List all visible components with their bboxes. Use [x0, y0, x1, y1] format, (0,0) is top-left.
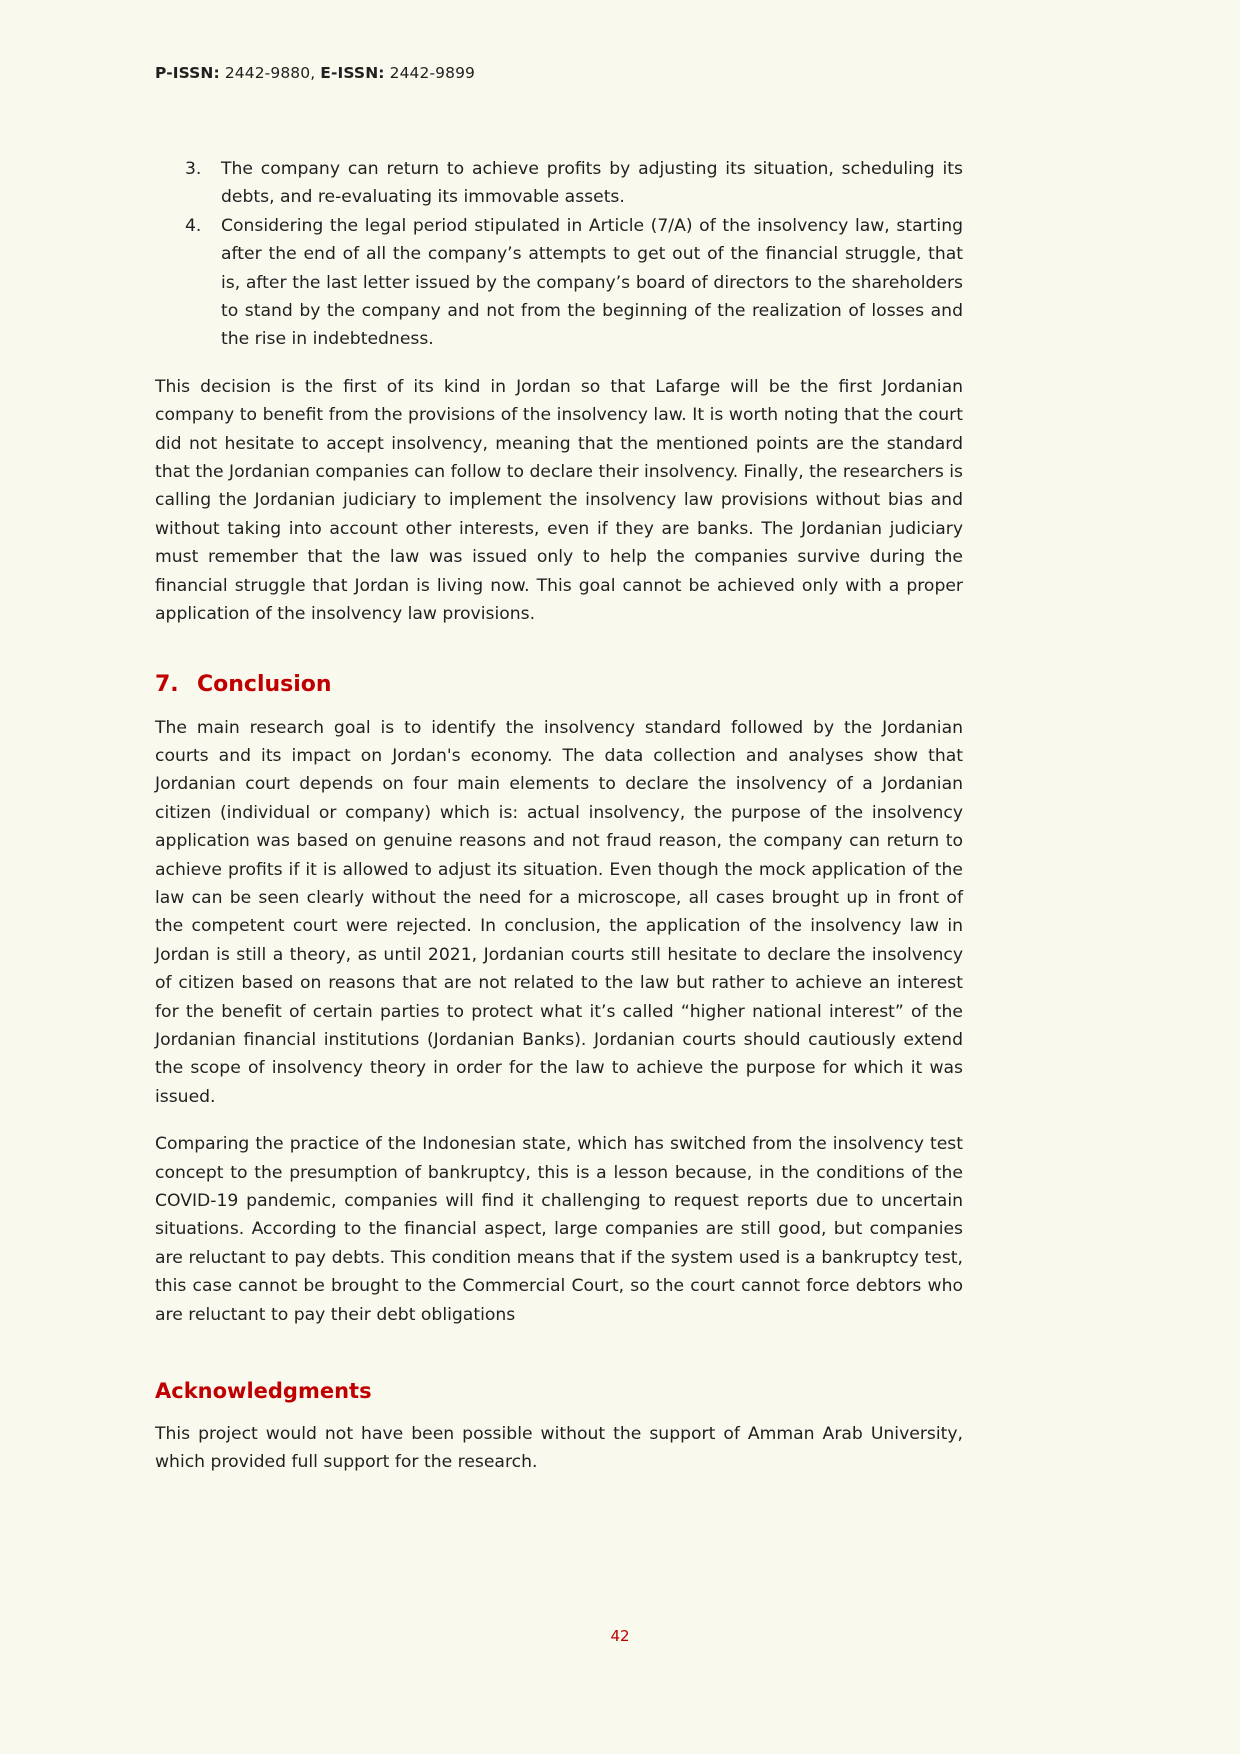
- e-issn-label: E-ISSN:: [320, 64, 385, 82]
- list-item-marker: 4.: [185, 215, 202, 236]
- list-item-text: Considering the legal period stipulated in Article (7/A) of the insolvency law, starting after the end of all the company’s attempts to get out of the financial struggle, that is, after the last letter issued by the company’s board of directors to the shareholders to stand by the company and not from the beginning of the realization of losses and the rise in indebtedness.: [221, 215, 963, 350]
- p-issn-label: P-ISSN:: [155, 64, 220, 82]
- page-number: 42: [610, 1627, 630, 1645]
- acknowledgments-title: Acknowledgments: [155, 1379, 372, 1404]
- paragraph-conclusion-main: The main research goal is to identify the insolvency standard followed by the Jordanian courts and its impact on Jordan's economy. The data collection and analyses show that Jordanian court depends on four main elements to declare the insolvency of a Jordanian citizen (individual or company) which is: actual insolvency, the purpose of the insolvency application was based on genuine reasons and not fraud reason, the company can return to achieve profits if it is allowed to adjust its situation. Even though the mock application of the law can be seen clearly without the need for a microscope, all cases brought up in front of the competent court were rejected. In conclusion, the application of the insolvency law in Jordan is still a theory, as until 2021, Jordanian courts still hesitate to declare the insolvency of citizen based on reasons that are not related to the law but rather to achieve an interest for the benefit of certain parties to protect what it’s called “higher national interest” of the Jordanian financial institutions (Jordanian Banks). Jordanian courts should cautiously extend the scope of insolvency theory in order for the law to achieve the purpose for which it was issued.: [155, 717, 963, 1107]
- page-body: [155, 155, 963, 1477]
- section-title: Conclusion: [197, 671, 332, 697]
- e-issn-number: 2442-9899: [389, 64, 475, 82]
- section-heading-conclusion: [155, 672, 963, 697]
- list-item-text: The company can return to achieve profits by adjusting its situation, scheduling its debts, and re-evaluating its immovable assets.: [221, 159, 963, 208]
- paragraph-acknowledgments: This project would not have been possible without the support of Amman Arab University, which provided full support for the research.: [155, 1424, 963, 1473]
- list-item: [155, 212, 963, 354]
- section-heading-acknowledgments: [155, 1379, 963, 1403]
- issn-header: [155, 64, 475, 82]
- list-item-marker: 3.: [185, 159, 202, 179]
- numbered-list: [155, 155, 963, 354]
- section-number: 7.: [155, 671, 179, 697]
- paragraph-lafarge-decision: This decision is the first of its kind in Jordan so that Lafarge will be the first Jordanian company to benefit from the provisions of the insolvency law. It is worth noting that the court did not hesitate to accept insolvency, meaning that the mentioned points are the standard that the Jordanian companies can follow to declare their insolvency. Finally, the researchers is calling the Jordanian judiciary to implement the insolvency law provisions without bias and without taking into account other interests, even if they are banks. The Jordanian judiciary must remember that the law was issued only to help the companies survive during the financial struggle that Jordan is living now. This goal cannot be achieved only with a proper application of the insolvency law provisions.: [155, 376, 963, 625]
- p-issn-number: 2442-9880,: [224, 64, 316, 82]
- paragraph-comparing-indonesia: Comparing the practice of the Indonesian state, which has switched from the insolvency test concept to the presumption of bankruptcy, this is a lesson because, in the conditions of the COVID-19 pandemic, companies will find it challenging to request reports due to uncertain situations. According to the financial aspect, large companies are still good, but companies are reluctant to pay debts. This condition means that if the system used is a bankruptcy test, this case cannot be brought to the Commercial Court, so the court cannot force debtors who are reluctant to pay their debt obligations: [155, 1134, 963, 1325]
- list-item: [155, 155, 963, 212]
